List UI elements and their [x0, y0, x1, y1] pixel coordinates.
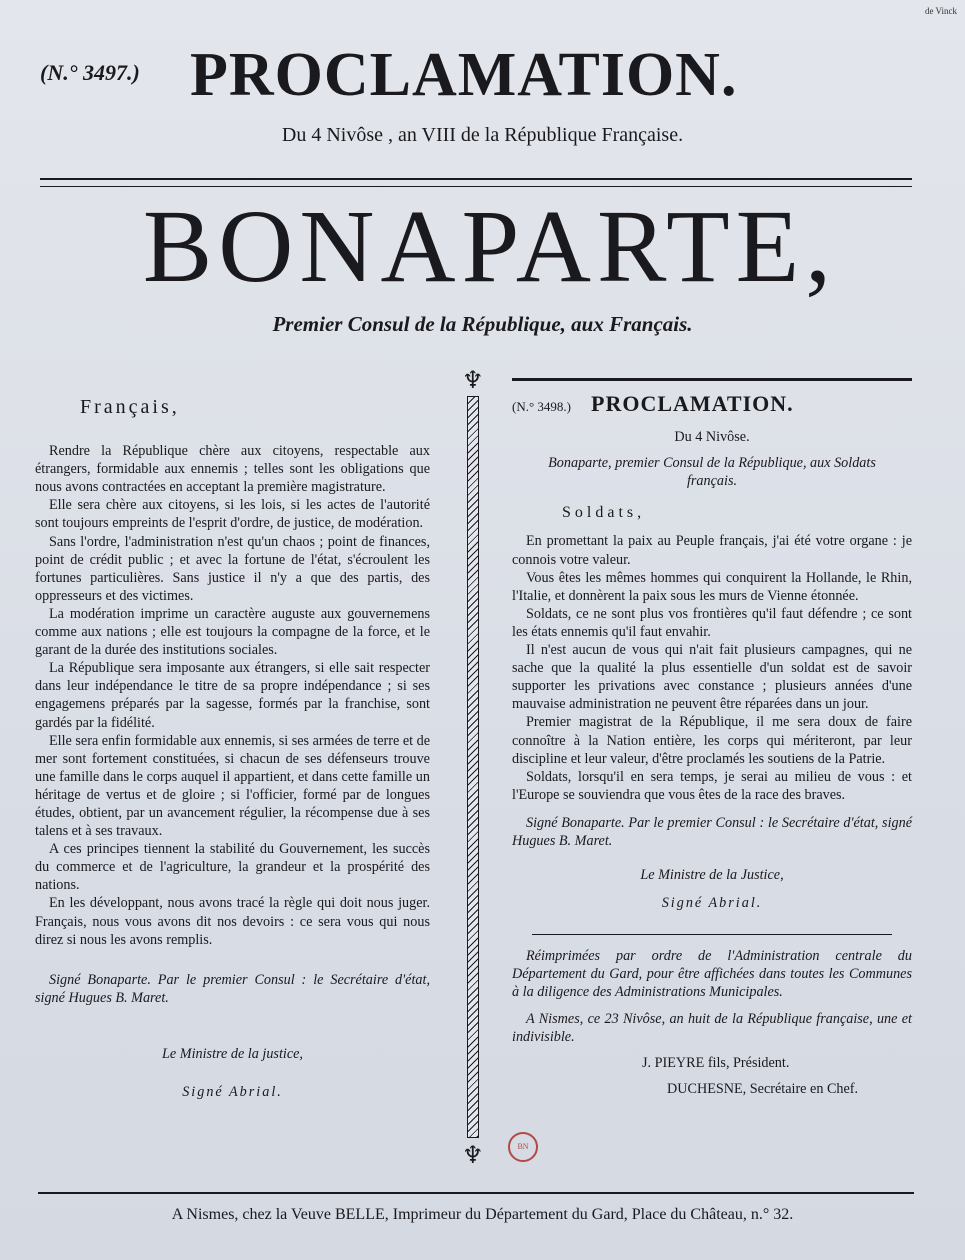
corner-mark: de Vinck — [924, 6, 957, 16]
reprint-note: Réimprimées par ordre de l'Administration centrale du Département du Gard, pour être affichées dans toutes les Communes à la diligence des Administrations Municipales. — [512, 948, 912, 1001]
library-stamp-icon: BN — [508, 1132, 538, 1162]
right-proclamation-title: PROCLAMATION. — [591, 391, 794, 416]
left-signature: Signé Bonaparte. Par le premier Consul : le Secrétaire d'état, signé Hugues B. Maret. — [35, 971, 430, 1006]
president-sign: J. PIEYRE fils, Président. — [642, 1054, 790, 1071]
right-section-rule — [532, 934, 892, 935]
right-heading: Soldats, — [562, 504, 646, 522]
right-paragraph: En promettant la paix au Peuple français, j'ai été votre organe : je connois votre valeur. — [512, 533, 912, 568]
printer-footer: A Nismes, chez la Veuve BELLE, Imprimeur du Département du Gard, Place du Château, n.° 32. — [171, 1206, 794, 1223]
right-top-rule — [512, 378, 912, 381]
finial-top-icon: ♆ — [462, 368, 484, 394]
right-paragraph: Soldats, ce ne sont plus vos frontières qu'il faut défendre ; ce sont les états ennemis qu'il faut envahir. — [512, 605, 912, 640]
left-paragraph: La modération imprime un caractère auguste aux gouvernemens comme aux nations ; elle est toujours la compagne de la force, et le garant de la durée des institutions sociales. — [35, 605, 430, 659]
column-divider — [462, 366, 484, 1171]
secretary-sign: DUCHESNE, Secrétaire en Chef. — [667, 1080, 859, 1097]
right-minister-sign: Signé Abrial. — [661, 895, 763, 912]
right-column — [512, 378, 912, 1098]
right-paragraph: Premier magistrat de la République, il me sera doux de faire connoître à la Nation entière, les corps qui mériteront, par leur discipline et leur valeur, d'être proclamés les soutiens de la Patrie. — [512, 714, 912, 767]
left-minister: Le Ministre de la justice, — [162, 1045, 303, 1062]
right-address: Bonaparte, premier Consul de la République, aux Soldats français. — [548, 455, 876, 490]
right-proclamation-number: (N.° 3498.) — [512, 399, 571, 414]
left-paragraph: La République sera imposante aux étrangers, si elle sait respecter dans leur indépendance le titre de sa propre indépendance ; si ses engagemens préparés par la sagesse, formés par la franchise, sont gardés par la fidélité. — [35, 660, 430, 731]
left-paragraph: Rendre la République chère aux citoyens, respectable aux étrangers, formidable aux ennemis ; telles sont les obligations que nous avons contractées en acceptant la première magistrature. — [35, 443, 430, 496]
header — [40, 40, 920, 110]
left-paragraph: Elle sera chère aux citoyens, si les lois, si les actes de l'autorité sont toujours empreints de l'esprit d'ordre, de justice, de modération. — [35, 497, 430, 532]
proclamation-number: (N.° 3497.) — [40, 60, 140, 85]
right-header — [512, 391, 912, 416]
proclamation-title: PROCLAMATION. — [190, 41, 738, 109]
left-column — [35, 398, 430, 1101]
right-date: Du 4 Nivôse. — [674, 429, 750, 446]
footer-rule — [38, 1192, 914, 1194]
right-paragraph: Soldats, lorsqu'il en sera temps, je serai au milieu de vous : et l'Europe se souviendra que vous êtes de la race des braves. — [512, 768, 912, 803]
left-heading: Français, — [80, 396, 180, 418]
left-paragraph: A ces principes tiennent la stabilité du Gouvernement, les succès du commerce et de l'agriculture, la grandeur et la prospérité des nations. — [35, 841, 430, 894]
place-date: A Nismes, ce 23 Nivôse, an huit de la République française, une et indivisible. — [512, 1010, 912, 1045]
date-line: Du 4 Nivôse , an VIII de la République Française. — [281, 124, 684, 146]
right-signature: Signé Bonaparte. Par le premier Consul : le Secrétaire d'état, signé Hugues B. Maret. — [512, 814, 912, 849]
left-minister-sign: Signé Abrial. — [182, 1084, 283, 1100]
right-minister: Le Ministre de la Justice, — [640, 867, 784, 884]
banner-subtitle: Premier Consul de la République, aux Français. — [272, 312, 693, 336]
finial-bottom-icon: ♆ — [462, 1143, 484, 1169]
right-paragraph: Vous êtes les mêmes hommes qui conquirent la Hollande, le Rhin, l'Italie, et donnèrent la paix sous les murs de Vienne étonnée. — [512, 569, 912, 604]
left-paragraph: En les développant, nous avons tracé la règle qui doit nous juger. Français, nous vous avons dit nos devoirs : ce sera vous qui nous direz si nous les avons remplis. — [35, 895, 430, 948]
right-paragraph: Il n'est aucun de vous qui n'ait fait plusieurs campagnes, qui ne sache que la qualité la plus essentielle d'un soldat est de savoir supporter les privations avec constance ; plusieurs années d'une mauvaise administration ne peuvent être réparées dans un jour. — [512, 642, 912, 713]
left-paragraph: Elle sera enfin formidable aux ennemis, si ses armées de terre et de mer sont fortement constituées, si chacun de ses défenseurs trouve une famille dans le corps auquel il appartient, et dans cette famille un héritage de vertus et de gloire ; si l'officier, formé par de longues études, obtient, par un avancement régulier, la récompense due à ses talens et à ses travaux. — [35, 732, 430, 840]
banner-name: BONAPARTE, — [142, 189, 838, 304]
divider-bar — [467, 396, 479, 1138]
header-rule — [40, 178, 912, 187]
left-paragraph: Sans l'ordre, l'administration n'est qu'un chaos ; point de finances, point de crédit public ; et avec la fortune de l'état, s'écroulent les fortunes particulières. Sans justice il n'y a que des partis, des oppresseurs et des victimes. — [35, 533, 430, 604]
